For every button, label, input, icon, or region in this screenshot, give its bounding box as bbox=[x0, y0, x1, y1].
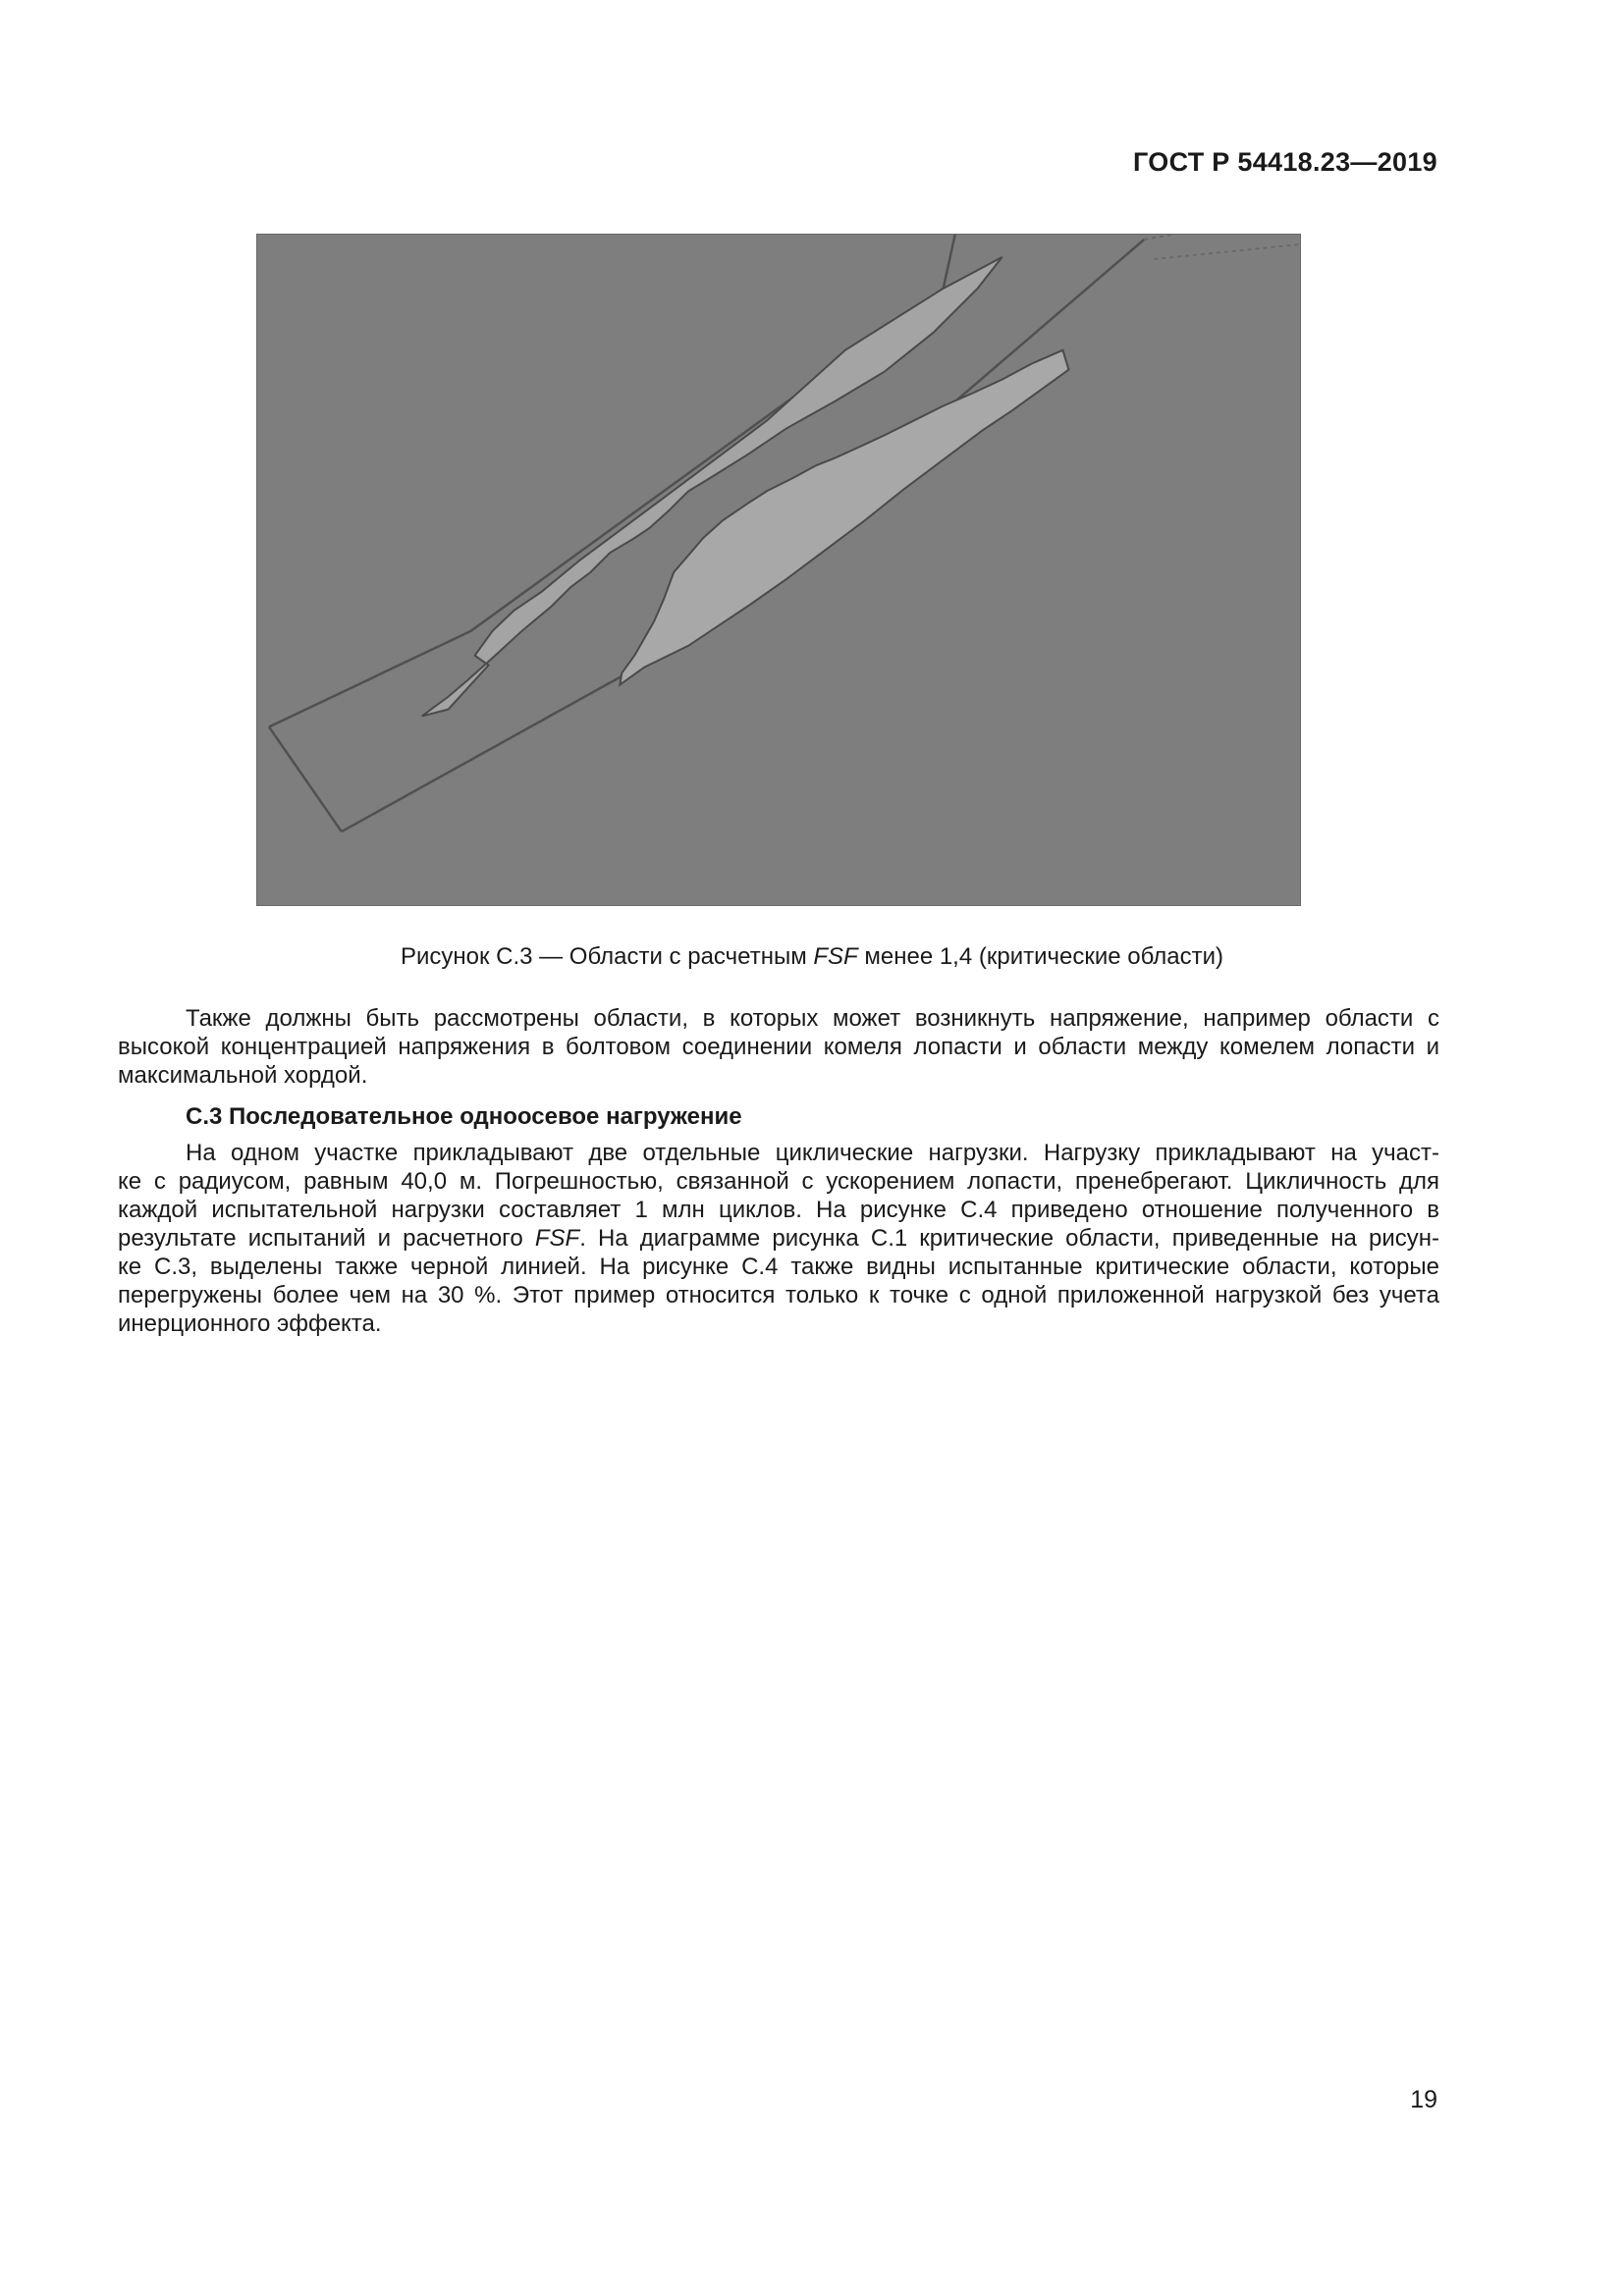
critical-region-lower bbox=[620, 350, 1068, 685]
paragraph2-line5: ке С.3, выделены также черной линией. На рисунке С.4 также видны испытанные критические области, которые bbox=[118, 1254, 1439, 1280]
page-number: 19 bbox=[1410, 2086, 1437, 2113]
paragraph1-line1: Также должны быть рассмотрены области, в которых может возникнуть напряжение, например области с bbox=[186, 1005, 1439, 1032]
caption-suffix: менее 1,4 (критические области) bbox=[857, 943, 1224, 970]
paragraph2-line7: инерционного эффекта. bbox=[118, 1310, 382, 1337]
caption-fsf: FSF bbox=[813, 943, 858, 970]
paragraph2-line2: ке с радиусом, равным 40,0 м. Погрешностью, связанной с ускорением лопасти, пренебрегают. Цикличность для bbox=[118, 1168, 1439, 1195]
figure-critical-regions bbox=[256, 234, 1301, 906]
paragraph2-line4 bbox=[118, 1224, 1439, 1253]
paragraph2-line4-prefix: результате испытаний и расчетного bbox=[118, 1225, 535, 1252]
paragraph-critical-areas bbox=[118, 1004, 1439, 1090]
document-header-id: ГОСТ Р 54418.23—2019 bbox=[1133, 147, 1437, 177]
section-heading: С.3 Последовательное одноосевое нагружение bbox=[186, 1103, 742, 1130]
blade-tip-strokes bbox=[1144, 235, 1300, 259]
figure-caption bbox=[0, 943, 1624, 971]
blade-diagram bbox=[257, 235, 1300, 905]
critical-region-upper bbox=[422, 257, 1002, 717]
paragraph1-line3: максимальной хордой. bbox=[118, 1062, 368, 1089]
paragraph1-line2: высокой концентрацией напряжения в болтовом соединении комеля лопасти и области между комелем лопасти и bbox=[118, 1034, 1439, 1060]
paragraph2-line6: перегружены более чем на 30 %. Этот пример относится только к точке с одной приложенной нагрузкой без учета bbox=[118, 1282, 1439, 1308]
paragraph2-line4-fsf: FSF bbox=[534, 1225, 580, 1252]
paragraph-uniaxial-loading bbox=[118, 1139, 1439, 1338]
paragraph2-line3: каждой испытательной нагрузки составляет 1 млн циклов. На рисунке С.4 приведено отношение полученного в bbox=[118, 1197, 1439, 1223]
blade-root-edge bbox=[269, 727, 342, 832]
paragraph2-line4-suffix: . На диаграмме рисунка С.1 критические области, приведенные на рисун- bbox=[579, 1225, 1439, 1252]
blade-outline bbox=[269, 235, 1144, 831]
paragraph2-line1: На одном участке прикладывают две отдельные циклические нагрузки. Нагрузку прикладывают на участ- bbox=[186, 1140, 1439, 1166]
caption-prefix: Рисунок С.3 — Области с расчетным bbox=[400, 943, 814, 970]
